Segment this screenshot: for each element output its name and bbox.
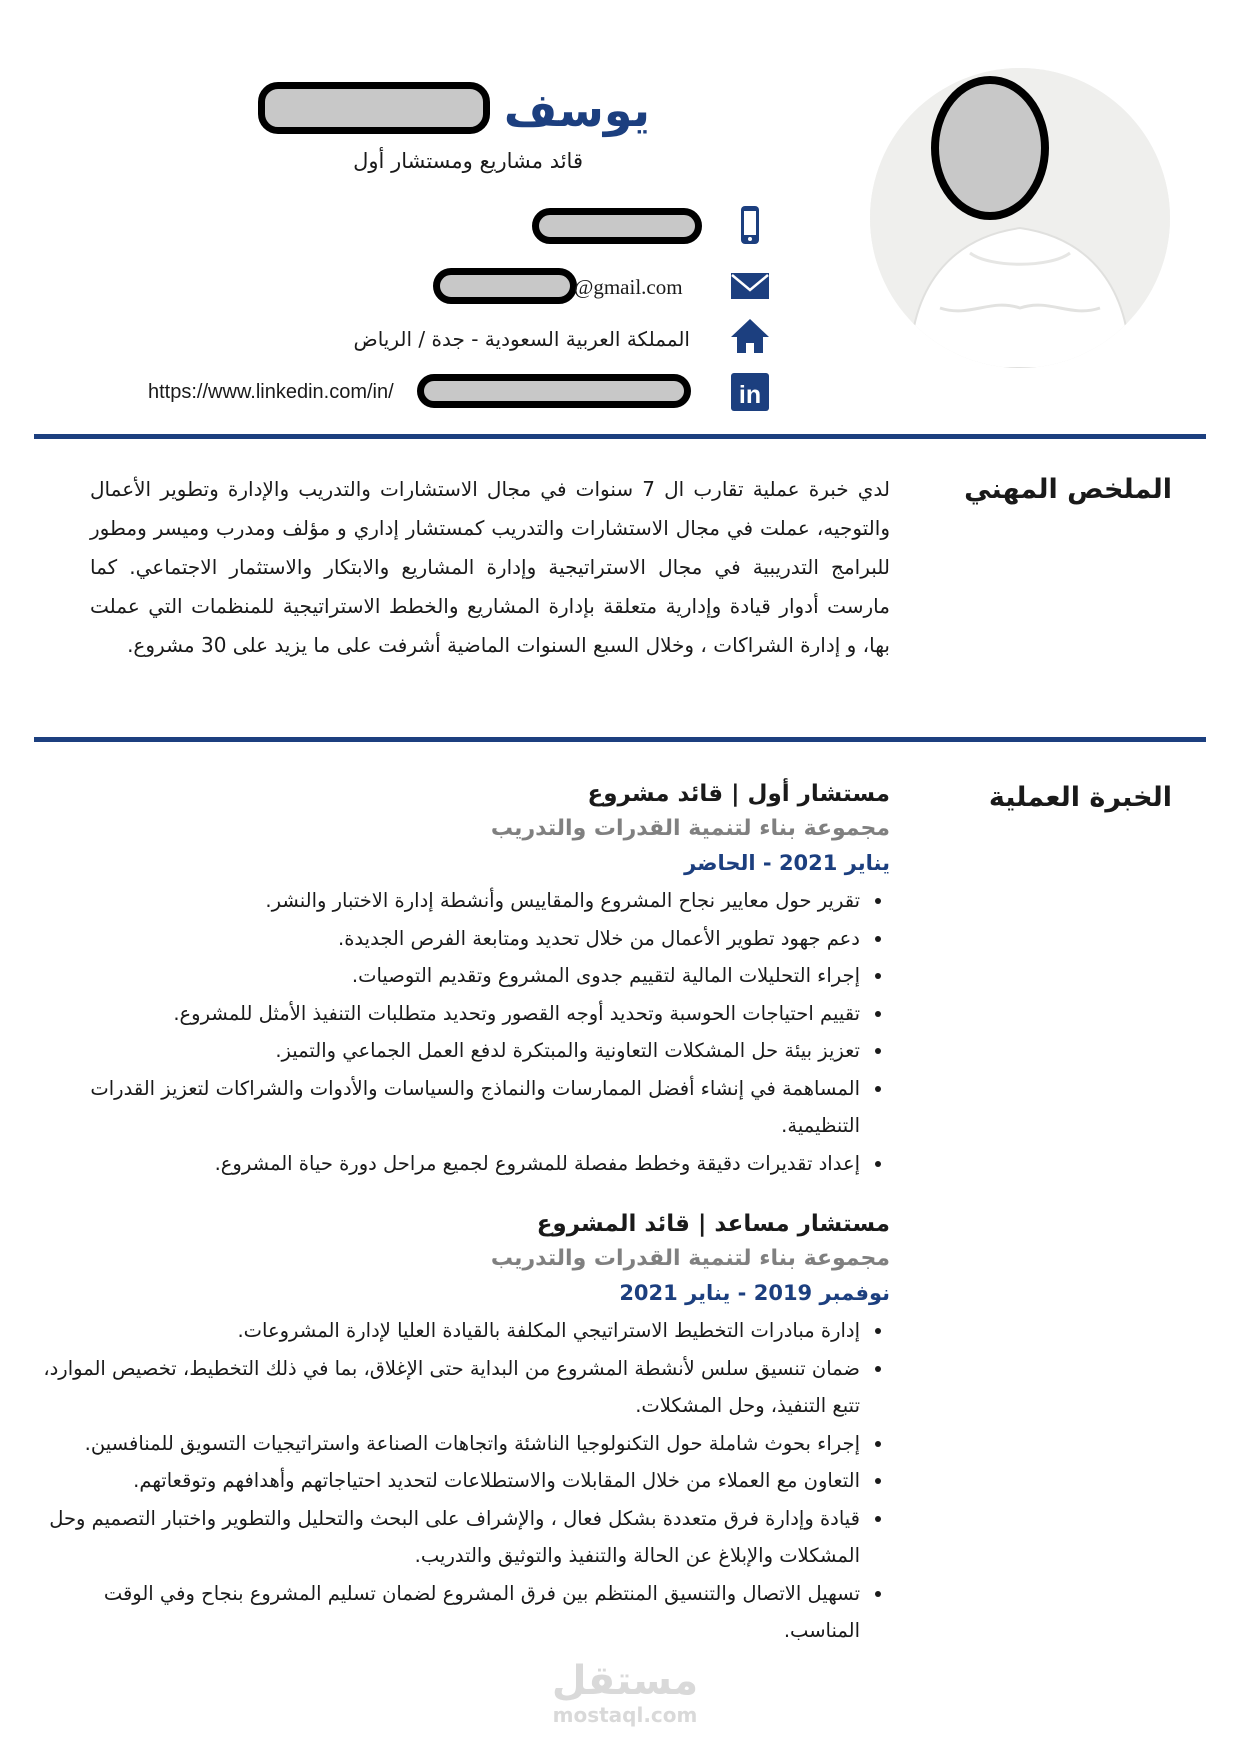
job-dates: يناير 2021 - الحاضر xyxy=(684,851,890,875)
watermark-latin: mostaql.com xyxy=(552,1703,698,1727)
svg-text:in: in xyxy=(738,381,762,409)
list-item: • التعاون مع العملاء من خلال المقابلات والاستطلاعات لتحديد احتياجاتهم وأهدافهم وتوقعاتهم. xyxy=(40,1462,862,1500)
list-item: • دعم جهود تطوير الأعمال من خلال تحديد ومتابعة الفرص الجديدة. xyxy=(40,920,862,958)
list-item: • إعداد تقديرات دقيقة وخطط مفصلة للمشروع لجميع مراحل دورة حياة المشروع. xyxy=(40,1145,862,1183)
candidate-name: يوسف xyxy=(503,83,650,137)
list-item: • تعزيز بيئة حل المشكلات التعاونية والمبتكرة لدفع العمل الجماعي والتميز. xyxy=(40,1032,862,1070)
watermark-arabic: مستقل xyxy=(551,1658,699,1704)
list-item: • قيادة وإدارة فرق متعددة بشكل فعال ، والإشراف على البحث والتحليل والتطوير واختبار التصميم وحل المشكلات والإبلاغ عن الحالة والتنفيذ والتوثيق والتدريب. xyxy=(40,1500,862,1575)
summary-heading: الملخص المهني xyxy=(964,474,1172,505)
email-domain: @gmail.com xyxy=(574,275,683,299)
name-block xyxy=(250,80,650,140)
phone-icon xyxy=(730,205,770,245)
section-divider xyxy=(34,737,1206,742)
mail-icon xyxy=(730,266,770,306)
profile-photo xyxy=(870,68,1170,368)
job-dates: نوفمبر 2019 - يناير 2021 xyxy=(619,1281,890,1305)
summary-text: لدي خبرة عملية تقارب ال 7 سنوات في مجال الاستشارات والتدريب والإدارة وتطوير الأعمال والتوجيه، عملت في مجال الاستشارات والتدريب كمستشار إداري و مؤلف ومدرب وميسر ومطور للبرامج التدريبية في مجال الاستراتيجية وإدارة المشاريع والابتكار والاستثمار الاجتماعي. كما مارست أدوار قيادة وإدارية متعلقة بإدارة المشاريع والخطط الاستراتيجية للمنظمات التي عملت بها، و إدارة الشراكات ، وخلال السبع السنوات الماضية أشرفت على ما يزيد على 30 مشروع. xyxy=(90,477,891,657)
redacted-phone xyxy=(532,208,702,244)
job-responsibilities xyxy=(40,1312,890,1650)
job-title: مستشار أول | قائد مشروع xyxy=(587,781,890,807)
list-item: • ضمان تنسيق سلس لأنشطة المشروع من البداية حتى الإغلاق، بما في ذلك التخطيط، تخصيص الموارد، تتبع التنفيذ، وحل المشكلات. xyxy=(40,1350,862,1425)
candidate-title: قائد مشاريع ومستشار أول xyxy=(353,149,583,173)
redacted-email-user xyxy=(433,268,577,304)
list-item: • إجراء بحوث شاملة حول التكنولوجيا الناشئة واتجاهات الصناعة واستراتيجيات التسويق للمنافسين. xyxy=(40,1425,862,1463)
list-item: • تقرير حول معايير نجاح المشروع والمقاييس وأنشطة إدارة الاختبار والنشر. xyxy=(40,882,862,920)
address-text: المملكة العربية السعودية - جدة / الرياض xyxy=(353,327,690,351)
job-organization: مجموعة بناء لتنمية القدرات والتدريب xyxy=(490,816,890,841)
job-responsibilities xyxy=(40,882,890,1182)
experience-heading: الخبرة العملية xyxy=(988,782,1172,813)
list-item: • إجراء التحليلات المالية لتقييم جدوى المشروع وتقديم التوصيات. xyxy=(40,957,862,995)
job-entry xyxy=(40,1206,890,1650)
list-item: • تقييم احتياجات الحوسبة وتحديد أوجه القصور وتحديد متطلبات التنفيذ الأمثل للمشروع. xyxy=(40,995,862,1033)
linkedin-icon xyxy=(730,372,770,412)
home-icon xyxy=(730,316,770,356)
watermark xyxy=(545,1658,705,1726)
job-title: مستشار مساعد | قائد المشروع xyxy=(536,1211,890,1237)
list-item: • إدارة مبادرات التخطيط الاستراتيجي المكلفة بالقيادة العليا لإدارة المشروعات. xyxy=(40,1312,862,1350)
list-item: • المساهمة في إنشاء أفضل الممارسات والنماذج والسياسات والأدوات والشراكات لتعزيز القدرات التنظيمية. xyxy=(40,1070,862,1145)
redacted-surname xyxy=(258,82,490,134)
redacted-linkedin xyxy=(417,374,691,408)
section-divider xyxy=(34,434,1206,439)
job-organization: مجموعة بناء لتنمية القدرات والتدريب xyxy=(490,1246,890,1271)
list-item: • تسهيل الاتصال والتنسيق المنتظم بين فرق المشروع لضمان تسليم المشروع بنجاح وفي الوقت المناسب. xyxy=(40,1575,862,1650)
linkedin-url[interactable]: https://www.linkedin.com/in/ xyxy=(148,381,394,403)
job-entry xyxy=(40,776,890,1182)
